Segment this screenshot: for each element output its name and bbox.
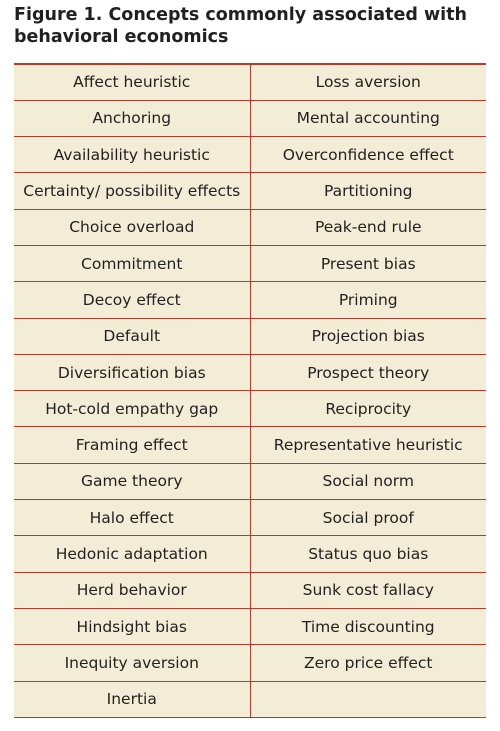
table-cell-right: Prospect theory [250,354,486,390]
table-cell-left: Herd behavior [14,572,250,608]
table-cell-right: Sunk cost fallacy [250,572,486,608]
table-cell-right: Representative heuristic [250,427,486,463]
table-cell-right: Social proof [250,500,486,536]
table-cell-right: Present bias [250,245,486,281]
table-row [14,608,486,644]
table-row [14,100,486,136]
table-row [14,137,486,173]
table-cell-left: Anchoring [14,100,250,136]
table-row [14,354,486,390]
figure-header [14,4,486,48]
table-row [14,681,486,717]
table-row [14,173,486,209]
table-cell-right: Overconfidence effect [250,137,486,173]
table-cell-left: Choice overload [14,209,250,245]
table-row [14,645,486,681]
table-cell-left: Certainty/ possibility effects [14,173,250,209]
table-cell-right: Loss aversion [250,64,486,100]
table-cell-right: Peak-end rule [250,209,486,245]
table-cell-left: Hedonic adaptation [14,536,250,572]
table-cell-left: Framing effect [14,427,250,463]
table-cell-left: Hindsight bias [14,608,250,644]
table-cell-left: Halo effect [14,500,250,536]
concepts-table-container [14,63,486,718]
table-cell-left: Inequity aversion [14,645,250,681]
concepts-table [14,63,486,718]
table-cell-left: Decoy effect [14,282,250,318]
table-row [14,282,486,318]
table-row [14,209,486,245]
table-cell-right [250,681,486,717]
table-cell-right: Zero price effect [250,645,486,681]
table-row [14,245,486,281]
table-row [14,318,486,354]
table-cell-right: Partitioning [250,173,486,209]
table-cell-right: Status quo bias [250,536,486,572]
concepts-table-body [14,64,486,717]
table-cell-right: Reciprocity [250,391,486,427]
table-cell-right: Projection bias [250,318,486,354]
table-cell-right: Mental accounting [250,100,486,136]
table-row [14,391,486,427]
table-cell-left: Default [14,318,250,354]
table-cell-left: Inertia [14,681,250,717]
table-cell-left: Commitment [14,245,250,281]
table-row [14,64,486,100]
table-cell-right: Time discounting [250,608,486,644]
table-row [14,536,486,572]
table-cell-left: Diversification bias [14,354,250,390]
table-cell-left: Hot-cold empathy gap [14,391,250,427]
table-cell-left: Game theory [14,463,250,499]
table-row [14,427,486,463]
table-cell-left: Affect heuristic [14,64,250,100]
table-cell-right: Social norm [250,463,486,499]
table-row [14,463,486,499]
table-cell-left: Availability heuristic [14,137,250,173]
figure-title: Figure 1. Concepts commonly associated with behavioral economics [14,5,467,47]
table-cell-right: Priming [250,282,486,318]
table-row [14,572,486,608]
table-row [14,500,486,536]
